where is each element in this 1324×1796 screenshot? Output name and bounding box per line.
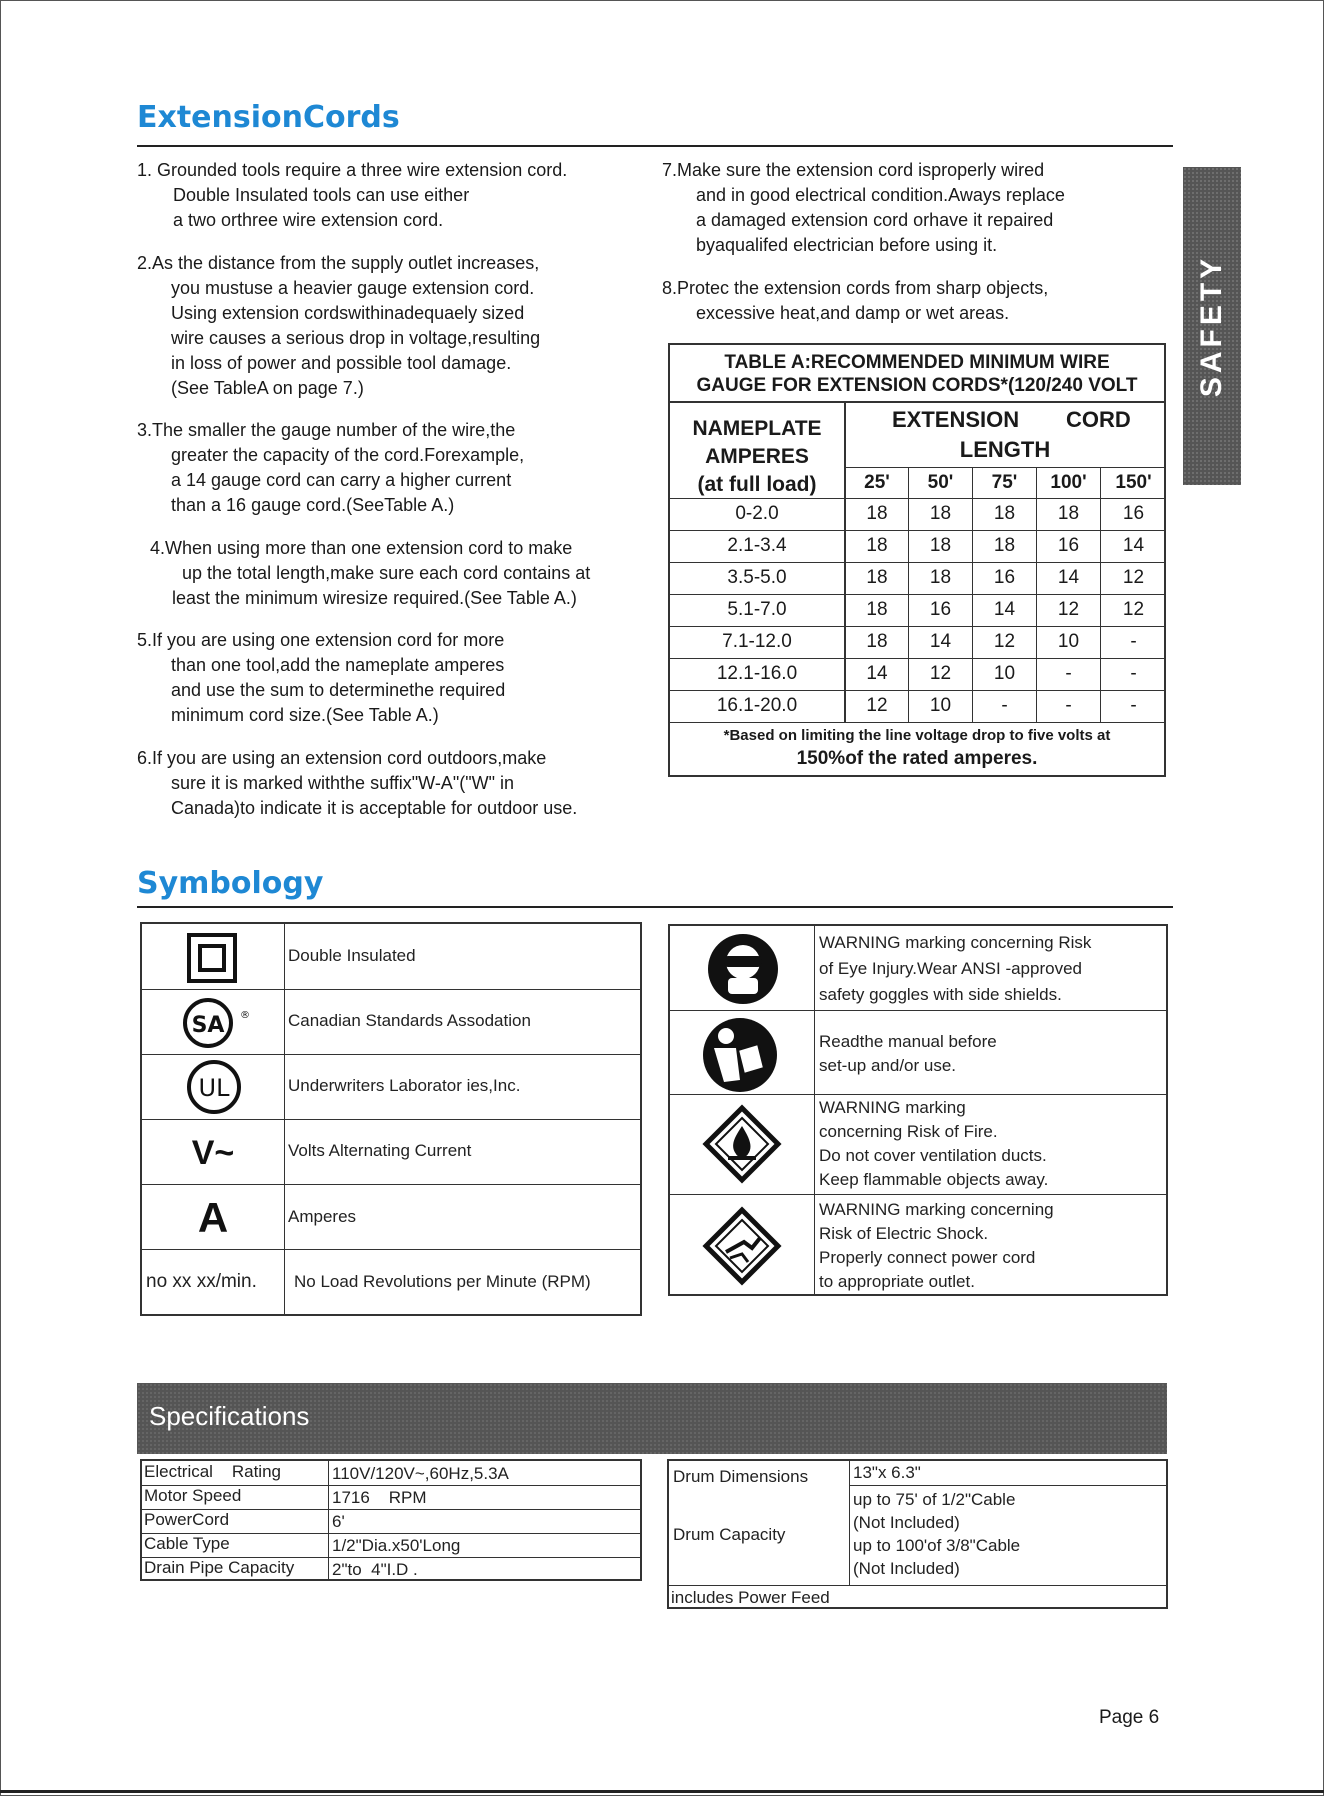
table-a-gauge-cell: 10 [929, 695, 952, 716]
table-a-cord-header: CORD [1066, 407, 1131, 432]
list-item-line: 5.If you are using one extension cord for more [137, 630, 505, 650]
list-item [150, 536, 590, 611]
spec-value: 13"x 6.3" [853, 1463, 921, 1482]
table-a-gauge-cell: 18 [929, 503, 952, 524]
safety-tab-label: SAFETY [1195, 254, 1228, 398]
table-rule [670, 658, 1164, 659]
list-item [137, 251, 540, 401]
table-a-gauge-cell: 18 [993, 503, 1016, 524]
symbol-description-line: Readthe manual before [819, 1032, 997, 1051]
symbol-description-line: to appropriate outlet. [819, 1272, 975, 1291]
list-item-line: Canada)to indicate it is acceptable for outdoor use. [171, 798, 578, 818]
symbol-description-line: Keep flammable objects away. [819, 1170, 1049, 1189]
symbol-description-line: WARNING marking concerning Risk [819, 933, 1092, 952]
symbol-label: Amperes [288, 1207, 357, 1226]
table-a-col1-header [670, 415, 844, 499]
table-rule [670, 1194, 1166, 1195]
table-a-gauge-cell: 12 [1122, 567, 1145, 588]
spec-value [853, 1488, 1020, 1580]
table-rule [670, 594, 1164, 595]
electric-shock-icon [704, 1208, 780, 1284]
list-item-line: 4.When using more than one extension cord to make [150, 538, 573, 558]
spec-value-line: up to 75' of 1/2"Cable [853, 1490, 1016, 1509]
table-rule [670, 690, 1164, 691]
table-rule [849, 1485, 1168, 1486]
table-a-amperes-cell: 16.1-20.0 [716, 695, 798, 716]
double-insulated-icon [186, 932, 238, 984]
table-a-gauge-cell: 14 [993, 599, 1016, 620]
table-a-title [670, 351, 1164, 397]
table-rule [670, 722, 1164, 723]
symbol-label: No Load Revolutions per Minute (RPM) [294, 1272, 591, 1291]
table-a-gauge-cell: 12 [1057, 599, 1080, 620]
amperes-icon: A [197, 1194, 229, 1241]
list-item [137, 746, 577, 821]
table-rule [849, 1461, 850, 1585]
spec-label: Drum Capacity [673, 1525, 786, 1544]
csa-icon [182, 996, 248, 1050]
list-item [662, 158, 1065, 258]
section-rule [137, 906, 1173, 908]
symbol-description-line: Properly connect power cord [819, 1248, 1036, 1267]
spec-value: 1/2"Dia.x50'Long [332, 1536, 461, 1555]
table-a-gauge-cell: 18 [929, 567, 952, 588]
list-item-line: greater the capacity of the cord.Forexample, [171, 445, 525, 465]
list-item-line: and use the sum to determinethe required [171, 680, 506, 700]
specifications-banner [137, 1383, 1167, 1454]
ul-icon [186, 1059, 242, 1115]
list-item [137, 158, 567, 233]
symbol-description-line: set-up and/or use. [819, 1056, 957, 1075]
table-rule [814, 926, 815, 1296]
table-a-gauge-cell: 12 [866, 695, 888, 716]
table-rule [670, 562, 1164, 563]
list-item-line: excessive heat,and damp or wet areas. [696, 303, 1010, 323]
table-rule [670, 1094, 1166, 1095]
table-a-amperes-cell: 0-2.0 [735, 503, 779, 524]
page-number: Page 6 [1099, 1707, 1160, 1728]
table-a-gauge-cell: 12 [1122, 599, 1145, 620]
svg-text:®: ® [240, 1010, 250, 1021]
symbol-label: Underwriters Laborator ies,Inc. [288, 1076, 521, 1095]
symbol-description [819, 1030, 997, 1078]
list-item [662, 276, 1048, 326]
list-item-line: 6.If you are using an extension cord outdoors,make [137, 748, 547, 768]
symbology-title: Symbology [137, 866, 324, 901]
list-item-line: 7.Make sure the extension cord isproperly wired [662, 160, 1045, 180]
table-a-length-label: 25' [864, 472, 890, 493]
table-a-gauge-cell: 14 [929, 631, 952, 652]
svg-text:UL: UL [198, 1074, 230, 1102]
symbol-description-line: Risk of Electric Shock. [819, 1224, 989, 1243]
table-a-gauge-cell: 18 [929, 535, 952, 556]
symbol-label: Canadian Standards Assodation [288, 1011, 531, 1030]
spec-label: Drain Pipe Capacity [144, 1558, 295, 1577]
table-a-gauge-cell: 14 [1057, 567, 1080, 588]
list-item-line: and in good electrical condition.Aways replace [696, 185, 1065, 205]
list-item-line: in loss of power and possible tool damage. [171, 353, 512, 373]
section-rule [137, 145, 1173, 147]
table-rule [670, 1010, 1166, 1011]
table-rule [670, 530, 1164, 531]
table-a-gauge-cell: - [1065, 663, 1072, 684]
table-a-amperes-cell: 3.5-5.0 [727, 567, 787, 588]
table-a-gauge-cell: - [1130, 695, 1137, 716]
list-item-line: up the total length,make sure each cord contains at [182, 563, 591, 583]
list-item-line: than one tool,add the nameplate amperes [171, 655, 505, 675]
extension-cords-title: ExtensionCords [137, 100, 400, 135]
table-a-gauge-cell: 18 [993, 535, 1016, 556]
table-rule [670, 626, 1164, 627]
symbol-table-left [140, 922, 642, 1316]
table-a-gauge-cell: 10 [993, 663, 1016, 684]
table-a-length-label: 100' [1050, 472, 1087, 493]
symbol-description-line: WARNING marking [819, 1098, 966, 1117]
table-a-col1-header-line: AMPERES [705, 445, 809, 468]
table-rule [142, 1249, 640, 1250]
table-a-length-label: 150' [1115, 472, 1152, 493]
table-a-length-label: 50' [927, 472, 954, 493]
table-a-extension-header: EXTENSION [892, 407, 1020, 432]
table-rule [142, 989, 640, 990]
spec-table-right [667, 1459, 1168, 1609]
table-a-gauge-cell: 18 [1057, 503, 1080, 524]
spec-value: 6' [332, 1512, 345, 1531]
spec-table-left [140, 1459, 642, 1581]
table-a-gauge-cell: - [1130, 663, 1137, 684]
table-a [668, 343, 1166, 777]
table-a-amperes-cell: 7.1-12.0 [722, 631, 792, 652]
table-rule [142, 1184, 640, 1185]
table-a-title-line: TABLE A:RECOMMENDED MINIMUM WIRE [724, 352, 1110, 373]
table-rule [670, 401, 1164, 403]
safety-tab [1183, 167, 1241, 485]
list-item-line: a two orthree wire extension cord. [173, 210, 444, 230]
list-item-line: a damaged extension cord orhave it repaired [696, 210, 1054, 230]
list-item-line: Using extension cordswithinadequaely sized [171, 303, 525, 323]
symbol-description [819, 930, 1091, 1008]
table-a-footnote: *Based on limiting the line voltage drop to five volts at [723, 727, 1111, 744]
symbol-label: Double Insulated [288, 946, 416, 965]
symbol-description-line: safety goggles with side shields. [819, 985, 1062, 1004]
list-item [137, 418, 524, 518]
specifications-title: Specifications [149, 1401, 310, 1431]
spec-label: PowerCord [144, 1510, 230, 1529]
spec-value-line: (Not Included) [853, 1513, 960, 1532]
table-a-gauge-cell: - [1001, 695, 1008, 716]
table-a-gauge-cell: 12 [993, 631, 1016, 652]
read-manual-icon [700, 1016, 780, 1094]
table-a-gauge-cell: 12 [929, 663, 952, 684]
table-rule [328, 1461, 329, 1581]
table-a-gauge-cell: 16 [1122, 503, 1145, 524]
spec-label: Drum Dimensions [673, 1467, 809, 1486]
table-a-gauge-cell: 14 [866, 663, 888, 684]
table-a-col1-header-line: (at full load) [697, 473, 817, 496]
table-a-amperes-cell: 12.1-16.0 [716, 663, 798, 684]
list-item-line: you mustuse a heavier gauge extension cord. [171, 278, 535, 298]
list-item-line: byaqualifed electrician before using it. [696, 235, 998, 255]
table-rule [142, 1119, 640, 1120]
no-load-rpm-symbol: no xx xx/min. [146, 1271, 257, 1292]
table-a-gauge-cell: - [1130, 631, 1137, 652]
table-a-gauge-cell: 10 [1057, 631, 1080, 652]
spec-value: 110V/120V~,60Hz,5.3A [332, 1464, 509, 1483]
fire-hazard-icon [704, 1106, 780, 1182]
list-item-line: least the minimum wiresize required.(See Table A.) [172, 588, 577, 608]
symbol-description-line: of Eye Injury.Wear ANSI -approved [819, 959, 1082, 978]
svg-text:SA: SA [191, 1013, 225, 1038]
table-a-length-label: 75' [991, 472, 1018, 493]
spec-label: Electrical Rating [144, 1462, 281, 1481]
table-a-title-line: GAUGE FOR EXTENSION CORDS*(120/240 VOLT [696, 375, 1138, 396]
table-a-footnote: 150%of the rated amperes. [796, 748, 1038, 769]
spec-value-line: up to 100'of 3/8"Cable [853, 1536, 1021, 1555]
spec-value: 1716 RPM [332, 1488, 427, 1507]
spec-label: Cable Type [144, 1534, 230, 1553]
list-item-line: minimum cord size.(See Table A.) [171, 705, 439, 725]
symbol-description [819, 1096, 1048, 1192]
list-item-line: Double Insulated tools can use either [173, 185, 470, 205]
table-rule [844, 467, 1166, 468]
list-item-line: wire causes a serious drop in voltage,resulting [171, 328, 541, 348]
symbol-table-right [668, 924, 1168, 1296]
table-a-gauge-cell: 18 [866, 503, 888, 524]
list-item [137, 628, 505, 728]
list-item-line: 1. Grounded tools require a three wire extension cord. [137, 160, 568, 180]
symbol-description-line: concerning Risk of Fire. [819, 1122, 998, 1141]
symbol-description [819, 1198, 1054, 1294]
table-a-gauge-cell: 18 [866, 599, 888, 620]
spec-value: 2"to 4"I.D . [332, 1560, 418, 1579]
safety-goggles-icon [706, 932, 780, 1006]
spec-footer: includes Power Feed [671, 1588, 830, 1607]
volts-ac-icon: V~ [191, 1134, 235, 1172]
table-a-gauge-cell: 14 [1122, 535, 1145, 556]
list-item-line: than a 16 gauge cord.(SeeTable A.) [171, 495, 455, 515]
list-item-line: a 14 gauge cord can carry a higher current [171, 470, 512, 490]
bottom-edge-line [0, 1790, 1324, 1793]
list-item-line: 3.The smaller the gauge number of the wire,the [137, 420, 516, 440]
table-a-gauge-cell: 18 [866, 631, 888, 652]
table-a-amperes-cell: 5.1-7.0 [727, 599, 787, 620]
table-rule [669, 1585, 1166, 1586]
table-a-amperes-cell: 2.1-3.4 [727, 535, 787, 556]
table-a-gauge-cell: - [1065, 695, 1072, 716]
table-a-gauge-cell: 18 [866, 535, 888, 556]
table-rule [284, 924, 285, 1316]
table-a-gauge-cell: 16 [993, 567, 1016, 588]
table-rule [142, 1054, 640, 1055]
table-a-col1-header-line: NAMEPLATE [692, 417, 822, 440]
symbol-description-line: WARNING marking concerning [819, 1200, 1054, 1219]
list-item-line: 2.As the distance from the supply outlet increases, [137, 253, 540, 273]
table-a-gauge-cell: 16 [929, 599, 952, 620]
table-a-length-header: LENGTH [959, 437, 1051, 462]
table-a-gauge-cell: 16 [1057, 535, 1080, 556]
symbol-description-line: Do not cover ventilation ducts. [819, 1146, 1047, 1165]
table-a-gauge-cell: 18 [866, 567, 888, 588]
symbol-label: Volts Alternating Current [288, 1141, 472, 1160]
list-item-line: (See TableA on page 7.) [171, 378, 364, 398]
list-item-line: sure it is marked withthe suffix"W-A"("W" in [171, 773, 514, 793]
list-item-line: 8.Protec the extension cords from sharp objects, [662, 278, 1049, 298]
spec-value-line: (Not Included) [853, 1559, 960, 1578]
spec-label: Motor Speed [144, 1486, 242, 1505]
